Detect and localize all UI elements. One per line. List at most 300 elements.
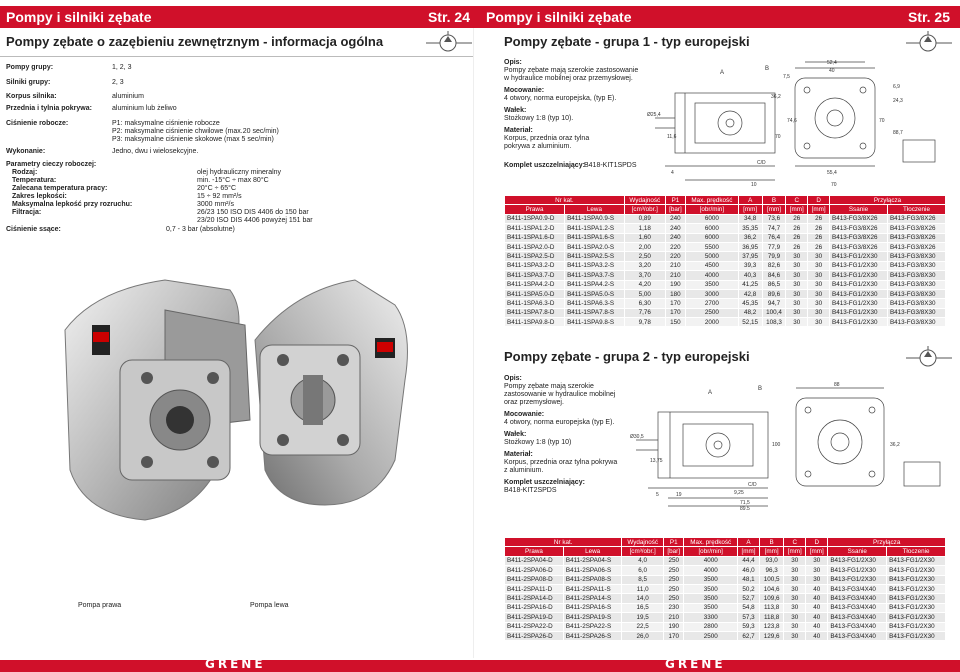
table-cell: 5000 bbox=[686, 252, 739, 261]
table-cell: B411-2SPA08-S bbox=[563, 575, 622, 584]
table-cell: 26 bbox=[808, 233, 830, 242]
table-cell: B411-1SPA1.6-S bbox=[565, 233, 625, 242]
dim-label: 7,5 bbox=[783, 74, 790, 80]
table-cell: B411-2SPA11-D bbox=[505, 584, 564, 593]
table-cell: B411-2SPA16-S bbox=[563, 603, 622, 612]
header-title: Pompy i silniki zębate bbox=[486, 9, 632, 25]
mount-label: Mocowanie: bbox=[504, 87, 545, 94]
table-cell: 39,3 bbox=[738, 261, 762, 270]
table-cell: 118,8 bbox=[760, 613, 784, 622]
table-cell: 4500 bbox=[686, 261, 739, 270]
th-speed: Max. prędkość bbox=[686, 196, 739, 205]
table-cell: 30 bbox=[784, 556, 806, 565]
table-cell: 108,3 bbox=[762, 318, 786, 327]
pump-photo bbox=[55, 250, 435, 600]
th-right: Prawa bbox=[505, 547, 564, 556]
table-cell: 250 bbox=[663, 594, 683, 603]
dim-label: 4 bbox=[671, 170, 674, 176]
th-c: C bbox=[786, 196, 808, 205]
table-cell: B411-2SPA14-S bbox=[563, 594, 622, 603]
th-a: A bbox=[738, 196, 762, 205]
table-cell: 30 bbox=[784, 566, 806, 575]
table-cell: 89,6 bbox=[762, 289, 786, 298]
desc-line: oraz przemysłowej. bbox=[504, 399, 564, 406]
table-cell: B411-2SPA14-D bbox=[505, 594, 564, 603]
table-cell: 2000 bbox=[686, 318, 739, 327]
table-cell: 3500 bbox=[684, 575, 737, 584]
table-cell: B411-1SPA1.6-D bbox=[505, 233, 565, 242]
table-cell: B413-FG1/2X30 bbox=[830, 261, 888, 270]
table-cell: 30 bbox=[784, 631, 806, 640]
table-cell: 170 bbox=[665, 308, 685, 317]
spec-value: 2, 3 bbox=[112, 79, 124, 86]
table-cell: 30 bbox=[808, 280, 830, 289]
table-cell: 26 bbox=[808, 224, 830, 233]
table-row bbox=[505, 594, 946, 603]
fluid-value: 20°C ÷ 65°C bbox=[197, 185, 237, 192]
table-row bbox=[505, 308, 946, 317]
table-cell: B411-1SPA3.7-D bbox=[505, 271, 565, 280]
dim-label: 24,3 bbox=[893, 98, 903, 104]
dim-label: 52,4 bbox=[827, 60, 837, 66]
table-cell: 210 bbox=[665, 271, 685, 280]
table-cell: 26 bbox=[786, 224, 808, 233]
table-cell: B411-1SPA3.7-S bbox=[565, 271, 625, 280]
seal-label: Komplet uszczelniający: bbox=[504, 479, 585, 486]
table-cell: 30 bbox=[784, 575, 806, 584]
table-cell: B411-1SPA9.8-S bbox=[565, 318, 625, 327]
table-cell: B413-FG3/4X40 bbox=[828, 613, 887, 622]
desc-line: w hydraulice mobilnej oraz przemysłowej. bbox=[504, 75, 633, 82]
th-unit: [cm³/obr.] bbox=[622, 547, 664, 556]
table-cell: 109,6 bbox=[760, 594, 784, 603]
table-cell: 37,95 bbox=[738, 252, 762, 261]
table-cell: B411-1SPA1.2-D bbox=[505, 224, 565, 233]
table-cell: 57,3 bbox=[737, 613, 759, 622]
th-left: Lewa bbox=[563, 547, 622, 556]
photo-caption: Pompa prawa bbox=[78, 602, 122, 609]
table-cell: 3,20 bbox=[624, 261, 665, 270]
fluid-label: Rodzaj: bbox=[12, 169, 38, 176]
fluid-value: min. -15°C ÷ max 80°C bbox=[197, 177, 269, 184]
material-line: z aluminium. bbox=[504, 467, 544, 474]
table-cell: B411-1SPA2.0-D bbox=[505, 242, 565, 251]
table-cell: B411-1SPA2.5-D bbox=[505, 252, 565, 261]
dim-label: C/D bbox=[757, 160, 766, 166]
table-cell: 54,8 bbox=[737, 603, 759, 612]
table-cell: 3,70 bbox=[624, 271, 665, 280]
table-cell: 30 bbox=[786, 280, 808, 289]
table-cell: 220 bbox=[665, 252, 685, 261]
table-cell: B411-1SPA3.2-D bbox=[505, 261, 565, 270]
table-cell: 40 bbox=[806, 631, 828, 640]
suction-value: 0,7 - 3 bar (absolutne) bbox=[166, 226, 235, 233]
fluid-label: Filtracja: bbox=[12, 209, 42, 216]
th-catalog: Nr kat. bbox=[505, 196, 625, 205]
dim-label: 6,9 bbox=[893, 84, 900, 90]
table-cell: 34,8 bbox=[738, 214, 762, 223]
table-cell: 5500 bbox=[686, 242, 739, 251]
table-cell: 30 bbox=[808, 299, 830, 308]
table-cell: B411-2SPA16-D bbox=[505, 603, 564, 612]
table-row bbox=[505, 214, 946, 223]
fluid-value: 15 ÷ 92 mm²/s bbox=[197, 193, 242, 200]
th-unit: [mm] bbox=[784, 547, 806, 556]
mount-value: 4 otwory, norma europejska, (typ E). bbox=[504, 95, 617, 102]
th-flow: Wydajność bbox=[622, 538, 664, 547]
table-cell: B411-1SPA0.9-S bbox=[565, 214, 625, 223]
table-row bbox=[505, 224, 946, 233]
spec-value: aluminium bbox=[112, 93, 144, 100]
dim-label: 70 bbox=[879, 118, 885, 124]
table-cell: 100,4 bbox=[762, 308, 786, 317]
table-cell: 62,7 bbox=[737, 631, 759, 640]
shaft-value: Stożkowy 1:8 (typ 10) bbox=[504, 439, 572, 446]
table-cell: B411-2SPA11-S bbox=[563, 584, 622, 593]
table-cell: B413-FG1/2X30 bbox=[887, 575, 946, 584]
fluid-value: 26/23 150 ISO DIS 4406 do 150 bar bbox=[197, 209, 309, 216]
table-cell: B413-FG1/2X30 bbox=[887, 613, 946, 622]
execution-label: Wykonanie: bbox=[6, 148, 46, 155]
table-cell: 30 bbox=[784, 622, 806, 631]
page-number: Str. 24 bbox=[427, 9, 470, 25]
dim-label: 89,5 bbox=[740, 506, 750, 510]
dim-label: Ø25,4 bbox=[647, 112, 661, 118]
th-b: B bbox=[760, 538, 784, 547]
page-footer bbox=[0, 657, 480, 672]
table-cell: 240 bbox=[665, 214, 685, 223]
table-cell: 52,7 bbox=[737, 594, 759, 603]
table-cell: B413-FG1/2X30 bbox=[830, 299, 888, 308]
spec-label: Pompy grupy: bbox=[6, 64, 54, 71]
table-cell: 26 bbox=[808, 214, 830, 223]
dim-label: 9,25 bbox=[734, 490, 744, 496]
table-cell: 6000 bbox=[686, 233, 739, 242]
table-cell: B413-FG3/8X26 bbox=[830, 224, 888, 233]
table-cell: B413-FG3/8X26 bbox=[887, 214, 945, 223]
table-row bbox=[505, 252, 946, 261]
table-row bbox=[505, 289, 946, 298]
th-right: Prawa bbox=[505, 205, 565, 214]
table-cell: 74,7 bbox=[762, 224, 786, 233]
table-cell: B413-FG1/2X30 bbox=[830, 289, 888, 298]
table-row bbox=[505, 556, 946, 565]
dim-label: 13,75 bbox=[650, 458, 663, 464]
table-cell: 30 bbox=[808, 252, 830, 261]
table-cell: 220 bbox=[665, 242, 685, 251]
table-cell: B411-2SPA22-S bbox=[563, 622, 622, 631]
desc-line: zastosowanie w hydraulice mobilnej bbox=[504, 391, 616, 398]
table-cell: 2800 bbox=[684, 622, 737, 631]
table-cell: 40 bbox=[806, 594, 828, 603]
pump-symbol-icon bbox=[426, 31, 472, 55]
table-cell: B411-2SPA04-D bbox=[505, 556, 564, 565]
group1-drawing bbox=[645, 58, 945, 188]
table-cell: B411-2SPA26-D bbox=[505, 631, 564, 640]
spec-value: 1, 2, 3 bbox=[112, 64, 132, 71]
fluid-label: Zakres lepkości: bbox=[12, 193, 67, 200]
table-cell: 41,25 bbox=[738, 280, 762, 289]
table-row bbox=[505, 280, 946, 289]
table-cell: 35,35 bbox=[738, 224, 762, 233]
table-cell: 82,6 bbox=[762, 261, 786, 270]
table-cell: 40 bbox=[806, 613, 828, 622]
table-cell: 30 bbox=[806, 556, 828, 565]
table-cell: 1,18 bbox=[624, 224, 665, 233]
table-row bbox=[505, 271, 946, 280]
dim-label: 74,6 bbox=[787, 118, 797, 124]
table-row bbox=[505, 603, 946, 612]
table-row bbox=[505, 631, 946, 640]
dim-label: A bbox=[708, 390, 713, 396]
table-cell: B413-FG1/2X30 bbox=[887, 594, 946, 603]
table-cell: 30 bbox=[784, 613, 806, 622]
table-cell: B411-2SPA06-D bbox=[505, 566, 564, 575]
table-cell: 240 bbox=[665, 224, 685, 233]
table-cell: 30 bbox=[786, 271, 808, 280]
spec-label: Silniki grupy: bbox=[6, 79, 51, 86]
table-cell: 42,8 bbox=[738, 289, 762, 298]
th-suction: Ssanie bbox=[830, 205, 888, 214]
shaft-value: Stożkowy 1:8 (typ 10). bbox=[504, 115, 574, 122]
dim-label: 70 bbox=[831, 182, 837, 188]
table-cell: 5,00 bbox=[624, 289, 665, 298]
group1-heading: Pompy zębate - grupa 1 - typ europejski bbox=[504, 34, 750, 49]
desc-line: Pompy zębate mają szerokie bbox=[504, 383, 594, 390]
table-cell: 2500 bbox=[684, 631, 737, 640]
table-cell: 4,0 bbox=[622, 556, 664, 565]
table-row bbox=[505, 233, 946, 242]
table-cell: 113,8 bbox=[760, 603, 784, 612]
dim-label: 88 bbox=[834, 382, 840, 388]
dim-label: Ø30,5 bbox=[630, 434, 644, 440]
table-cell: 3300 bbox=[684, 613, 737, 622]
table-cell: 86,5 bbox=[762, 280, 786, 289]
table-cell: 79,9 bbox=[762, 252, 786, 261]
table-cell: 30 bbox=[806, 566, 828, 575]
group2-heading: Pompy zębate - grupa 2 - typ europejski bbox=[504, 349, 750, 364]
table-row bbox=[505, 242, 946, 251]
table-cell: B413-FG3/8X26 bbox=[830, 214, 888, 223]
table-cell: B413-FG3/4X40 bbox=[828, 594, 887, 603]
pressure-line: P3: maksymalne ciśnienie skokowe (max 5 sec/min) bbox=[112, 136, 274, 143]
table-cell: B411-1SPA1.2-S bbox=[565, 224, 625, 233]
right-page bbox=[480, 0, 960, 672]
table-cell: 26 bbox=[808, 242, 830, 251]
table-cell: B413-FG3/4X40 bbox=[828, 603, 887, 612]
table-row bbox=[505, 622, 946, 631]
table-row bbox=[505, 318, 946, 327]
table-cell: 6,30 bbox=[624, 299, 665, 308]
table-cell: 48,2 bbox=[738, 308, 762, 317]
table-cell: 2500 bbox=[686, 308, 739, 317]
table-cell: B413-FG1/2X30 bbox=[887, 622, 946, 631]
table-cell: 6000 bbox=[686, 214, 739, 223]
table-cell: 2,50 bbox=[624, 252, 665, 261]
table-cell: 250 bbox=[663, 566, 683, 575]
table-cell: 190 bbox=[663, 622, 683, 631]
table-cell: B411-1SPA2.5-S bbox=[565, 252, 625, 261]
table-cell: B413-FG3/8X30 bbox=[887, 289, 945, 298]
table-cell: B411-1SPA7.8-S bbox=[565, 308, 625, 317]
shaft-label: Wałek: bbox=[504, 431, 527, 438]
th-suction: Ssanie bbox=[828, 547, 887, 556]
table-cell: B411-1SPA5.0-D bbox=[505, 289, 565, 298]
table-cell: B413-FG1/2X30 bbox=[830, 280, 888, 289]
table-cell: B413-FG3/8X30 bbox=[887, 271, 945, 280]
dim-label: 5 bbox=[656, 492, 659, 498]
material-line: pokrywa z aluminium. bbox=[504, 143, 572, 150]
table-cell: 30 bbox=[784, 594, 806, 603]
table-cell: 250 bbox=[663, 575, 683, 584]
table-cell: 30 bbox=[808, 318, 830, 327]
table-cell: 100,5 bbox=[760, 575, 784, 584]
page-header bbox=[480, 6, 960, 28]
desc-label: Opis: bbox=[504, 59, 522, 66]
table-cell: B413-FG3/8X26 bbox=[830, 242, 888, 251]
dim-label: 10 bbox=[751, 182, 757, 188]
desc-label: Opis: bbox=[504, 375, 522, 382]
table-cell: 250 bbox=[663, 556, 683, 565]
table-cell: B411-1SPA4.2-D bbox=[505, 280, 565, 289]
table-cell: 210 bbox=[665, 261, 685, 270]
table-cell: B411-2SPA04-S bbox=[563, 556, 622, 565]
table-cell: B411-1SPA2.0-S bbox=[565, 242, 625, 251]
table-cell: 77,9 bbox=[762, 242, 786, 251]
grene-logo: GRENE bbox=[205, 657, 266, 671]
th-d: D bbox=[806, 538, 828, 547]
table-cell: B413-FG3/8X26 bbox=[830, 233, 888, 242]
table-cell: B411-2SPA19-D bbox=[505, 613, 564, 622]
table-cell: B411-2SPA19-S bbox=[563, 613, 622, 622]
table-cell: 45,35 bbox=[738, 299, 762, 308]
table-cell: 4000 bbox=[686, 271, 739, 280]
table-cell: 48,1 bbox=[737, 575, 759, 584]
dim-label: 11,6 bbox=[667, 134, 677, 140]
suction-label: Ciśnienie ssące: bbox=[6, 226, 61, 233]
table-cell: 40 bbox=[806, 584, 828, 593]
seal-value: B418-KIT2SPDS bbox=[504, 487, 557, 494]
table-cell: 123,8 bbox=[760, 622, 784, 631]
table-cell: 30 bbox=[786, 261, 808, 270]
table-cell: 26 bbox=[786, 233, 808, 242]
table-cell: 250 bbox=[663, 584, 683, 593]
table-cell: 30 bbox=[786, 299, 808, 308]
table-cell: B413-FG3/8X30 bbox=[887, 299, 945, 308]
table-cell: 30 bbox=[786, 289, 808, 298]
page-number: Str. 25 bbox=[907, 9, 950, 25]
table-cell: 30 bbox=[784, 603, 806, 612]
table-cell: B411-2SPA08-D bbox=[505, 575, 564, 584]
mount-label: Mocowanie: bbox=[504, 411, 545, 418]
table-cell: B411-1SPA0.9-D bbox=[505, 214, 565, 223]
table-cell: B413-FG1/2X30 bbox=[887, 603, 946, 612]
fluid-label: Zalecana temperatura pracy: bbox=[12, 185, 108, 192]
table-cell: 30 bbox=[784, 584, 806, 593]
table-cell: 3500 bbox=[684, 594, 737, 603]
table-cell: 3500 bbox=[684, 603, 737, 612]
table-cell: 1,60 bbox=[624, 233, 665, 242]
table-cell: B411-1SPA5.0-S bbox=[565, 289, 625, 298]
table-cell: B413-FG1/2X30 bbox=[887, 566, 946, 575]
dim-label: C/D bbox=[748, 482, 757, 488]
th-speed: Max. prędkość bbox=[684, 538, 737, 547]
th-ports: Przyłącza bbox=[830, 196, 946, 205]
table-cell: 2700 bbox=[686, 299, 739, 308]
spec-label: Korpus silnika: bbox=[6, 93, 57, 100]
table-cell: 93,0 bbox=[760, 556, 784, 565]
page-header bbox=[0, 6, 480, 28]
table-cell: 30 bbox=[786, 308, 808, 317]
table-cell: B411-1SPA3.2-S bbox=[565, 261, 625, 270]
th-left: Lewa bbox=[565, 205, 625, 214]
table-cell: 150 bbox=[665, 318, 685, 327]
table-cell: 170 bbox=[665, 299, 685, 308]
th-b: B bbox=[762, 196, 786, 205]
table-row bbox=[505, 299, 946, 308]
table-cell: 46,0 bbox=[737, 566, 759, 575]
table-cell: 8,5 bbox=[622, 575, 664, 584]
table-cell: 19,5 bbox=[622, 613, 664, 622]
table-cell: 26 bbox=[786, 214, 808, 223]
table-cell: B413-FG3/8X30 bbox=[887, 261, 945, 270]
table-cell: B413-FG1/2X30 bbox=[830, 318, 888, 327]
th-unit: [mm] bbox=[762, 205, 786, 214]
table-cell: 26,0 bbox=[622, 631, 664, 640]
dim-label: 71,5 bbox=[740, 500, 750, 506]
pump-symbol-icon bbox=[906, 346, 952, 370]
table-cell: 6000 bbox=[686, 224, 739, 233]
table-cell: 190 bbox=[665, 280, 685, 289]
table-cell: 4000 bbox=[684, 566, 737, 575]
table-cell: 76,4 bbox=[762, 233, 786, 242]
dim-label: B bbox=[765, 66, 770, 72]
dim-label: 55,4 bbox=[827, 170, 837, 176]
material-label: Materiał: bbox=[504, 451, 533, 458]
table-cell: 40,3 bbox=[738, 271, 762, 280]
table-cell: 22,5 bbox=[622, 622, 664, 631]
table-cell: 3500 bbox=[686, 280, 739, 289]
table-cell: 30 bbox=[806, 575, 828, 584]
table-cell: 4000 bbox=[684, 556, 737, 565]
pressure-line: P1: maksymalne ciśnienie robocze bbox=[112, 120, 220, 127]
group1-table bbox=[504, 195, 946, 327]
th-p1: P1 bbox=[665, 196, 685, 205]
material-line: Korpus, przednia oraz tylna bbox=[504, 135, 590, 142]
table-cell: 11,0 bbox=[622, 584, 664, 593]
th-unit: [mm] bbox=[737, 547, 759, 556]
table-cell: B413-FG1/2X30 bbox=[830, 308, 888, 317]
table-cell: B413-FG1/2X30 bbox=[887, 584, 946, 593]
dim-label: 36,2 bbox=[890, 442, 900, 448]
table-cell: 36,95 bbox=[738, 242, 762, 251]
table-cell: B413-FG3/8X26 bbox=[887, 233, 945, 242]
table-cell: 129,6 bbox=[760, 631, 784, 640]
fluid-value: 23/20 ISO DIS 4406 powyżej 151 bar bbox=[197, 217, 313, 224]
table-cell: B413-FG3/4X40 bbox=[828, 622, 887, 631]
table-cell: 14,0 bbox=[622, 594, 664, 603]
desc-line: Pompy zębate mają szerokie zastosowanie bbox=[504, 67, 639, 74]
th-unit: [mm] bbox=[806, 547, 828, 556]
table-cell: 30 bbox=[808, 289, 830, 298]
table-cell: 44,4 bbox=[737, 556, 759, 565]
table-cell: B413-FG3/4X40 bbox=[828, 631, 887, 640]
group2-table bbox=[504, 537, 946, 641]
table-cell: 7,76 bbox=[624, 308, 665, 317]
table-cell: 30 bbox=[808, 261, 830, 270]
table-cell: B413-FG1/2X30 bbox=[828, 566, 887, 575]
page-heading: Pompy zębate o zazębieniu zewnętrznym - informacja ogólna bbox=[6, 34, 384, 49]
